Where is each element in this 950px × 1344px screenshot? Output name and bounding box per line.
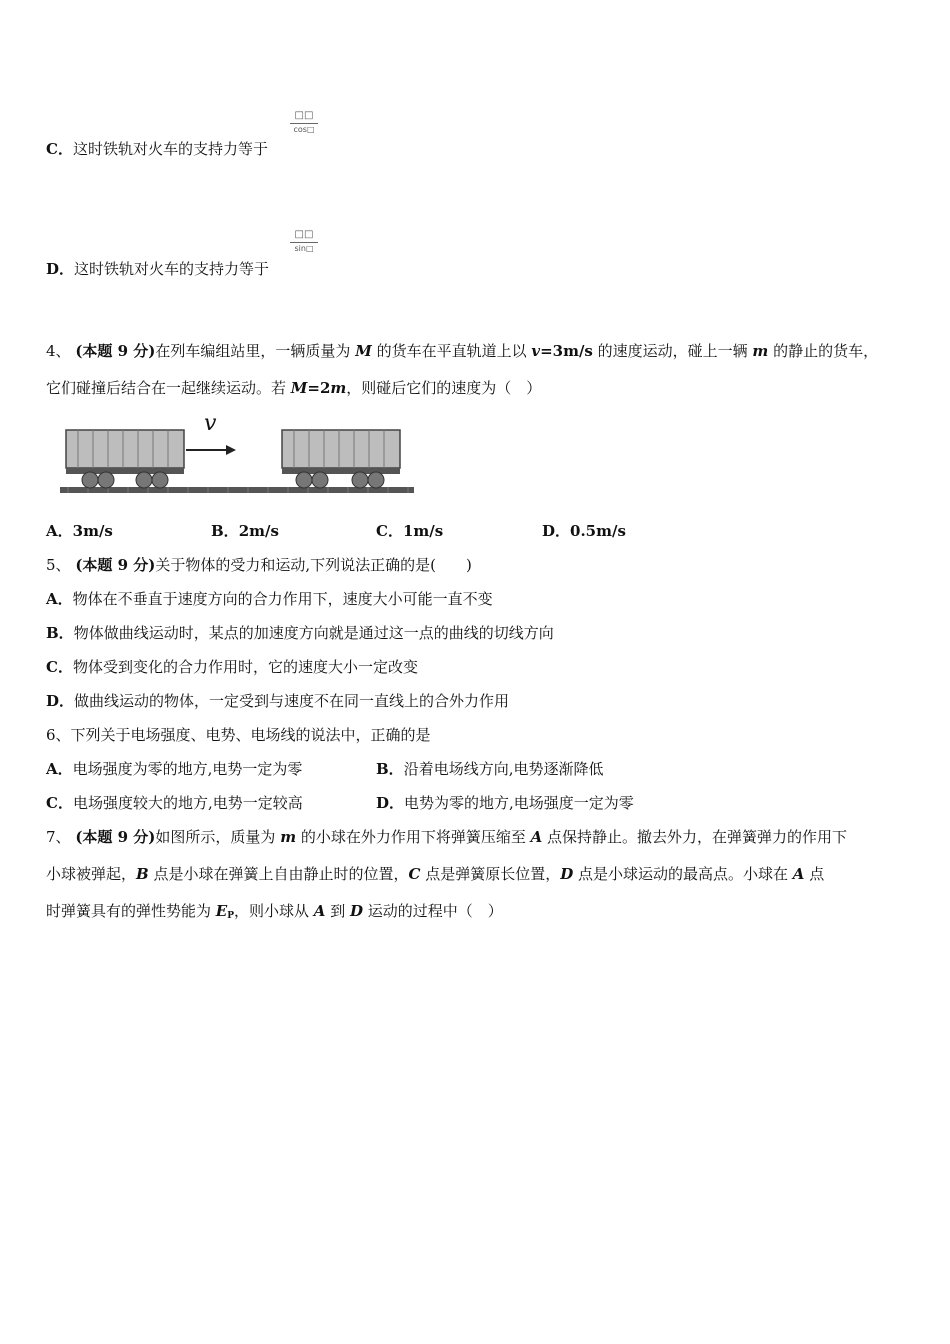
stem-text: 点是小球运动的最高点。小球在: [573, 865, 793, 883]
stem-text: 的速度运动，碰上一辆: [592, 342, 753, 360]
stem-text: 下列关于电场强度、电势、电场线的说法中，正确的是: [70, 726, 431, 744]
q6-option-d: [376, 793, 634, 813]
q3-option-c: [46, 139, 268, 159]
question-points: (本题 9 分): [75, 828, 156, 846]
stem-text: ，则碰后它们的速度为（ ）: [346, 379, 542, 397]
q7-stem-line2: [46, 864, 824, 884]
q6-option-c: [46, 793, 303, 813]
fraction-cos: [290, 110, 318, 135]
option-text: 这时铁轨对火车的支持力等于: [72, 140, 268, 158]
option-text: 沿着电场线方向,电势逐渐降低: [403, 760, 604, 778]
var-m: m: [330, 379, 347, 397]
stem-text: 运动的过程中（ ）: [362, 902, 503, 920]
stem-text: 的静止的货车，: [768, 342, 879, 360]
stem-text: 如图所示，质量为: [155, 828, 281, 846]
var-M: M: [355, 342, 372, 360]
option-text: 1m/s: [402, 522, 444, 540]
option-text: 物体受到变化的合力作用时，它的速度大小一定改变: [72, 658, 418, 676]
option-text: 2m/s: [238, 522, 279, 540]
option-letter: B．: [46, 624, 74, 642]
stem-value: =2: [307, 379, 331, 397]
var-A: A: [792, 865, 805, 883]
option-letter: D．: [46, 260, 75, 278]
q6-option-b: [376, 759, 603, 779]
option-letter: C．: [376, 522, 403, 540]
option-text: 0.5m/s: [570, 522, 626, 540]
stem-value: =3m/s: [540, 342, 593, 360]
option-letter: B．: [211, 522, 239, 540]
var-Ep-subscript: P: [227, 911, 234, 921]
question-number: 7、: [46, 828, 71, 846]
option-text: 电场强度较大的地方,电势一定较高: [72, 794, 303, 812]
option-letter: C．: [46, 794, 73, 812]
option-text: 物体在不垂直于速度方向的合力作用下，速度大小可能一直不变: [72, 590, 493, 608]
var-A: A: [530, 828, 543, 846]
var-m: m: [752, 342, 769, 360]
stem-text: 点是弹簧原长位置，: [420, 865, 561, 883]
q4-option-b: [211, 521, 279, 541]
q7-stem-line1: [46, 827, 847, 847]
option-letter: B．: [376, 760, 404, 778]
q4-option-c: [376, 521, 443, 541]
freight-cars-figure: [58, 410, 418, 502]
q6-stem: [46, 725, 431, 745]
stem-text: 的小球在外力作用下将弹簧压缩至: [296, 828, 531, 846]
q7-stem-line3: [46, 901, 503, 926]
q5-option-c: [46, 657, 418, 677]
var-B: B: [136, 865, 149, 883]
option-text: 电场强度为零的地方,电势一定为零: [72, 760, 303, 778]
question-number: 5、: [46, 556, 71, 574]
question-points: (本题 9 分): [75, 556, 156, 574]
option-letter: A．: [46, 760, 73, 778]
q5-option-d: [46, 691, 509, 711]
q6-option-a: [46, 759, 302, 779]
option-letter: D．: [376, 794, 405, 812]
stem-text: 点保持静止。撤去外力，在弹簧弹力的作用下: [542, 828, 848, 846]
q4-stem-line1: [46, 341, 878, 361]
var-v: v: [531, 342, 541, 360]
velocity-label: v: [204, 411, 217, 436]
stem-text: 它们碰撞后结合在一起继续运动。若: [46, 379, 291, 397]
option-letter: C．: [46, 140, 73, 158]
fraction-denominator: cos□: [293, 125, 315, 134]
q3-option-d: [46, 259, 269, 279]
freight-car-stationary: [282, 430, 400, 488]
var-A: A: [313, 902, 326, 920]
q5-option-a: [46, 589, 493, 609]
fraction-denominator: sin□: [294, 244, 314, 253]
question-points: (本题 9 分): [75, 342, 156, 360]
stem-text: 点是小球在弹簧上自由静止时的位置，: [148, 865, 409, 883]
q4-stem-line2: [46, 378, 541, 398]
option-text: 这时铁轨对火车的支持力等于: [74, 260, 270, 278]
var-C: C: [408, 865, 421, 883]
q4-option-a: [46, 521, 113, 541]
option-letter: A．: [46, 590, 73, 608]
stem-text: 的货车在平直轨道上以: [371, 342, 532, 360]
option-letter: D．: [46, 692, 75, 710]
fraction-numerator: □□: [294, 110, 314, 121]
option-text: 物体做曲线运动时，某点的加速度方向就是通过这一点的曲线的切线方向: [73, 624, 554, 642]
var-D: D: [349, 902, 363, 920]
fraction-numerator: □□: [294, 229, 314, 240]
q5-option-b: [46, 623, 554, 643]
fraction-bar: [290, 242, 318, 243]
var-Ep: E: [215, 902, 228, 920]
stem-text: ，则小球从: [234, 902, 314, 920]
option-letter: D．: [542, 522, 571, 540]
var-D: D: [560, 865, 574, 883]
stem-text: 到: [325, 902, 350, 920]
fraction-sin: [290, 229, 318, 254]
stem-text: 时弹簧具有的弹性势能为: [46, 902, 216, 920]
option-text: 电势为零的地方,电场强度一定为零: [404, 794, 634, 812]
question-number: 6、: [46, 726, 71, 744]
stem-text: 小球被弹起，: [46, 865, 137, 883]
option-letter: A．: [46, 522, 73, 540]
q4-option-d: [542, 521, 626, 541]
q5-stem: [46, 555, 472, 575]
option-letter: C．: [46, 658, 73, 676]
var-m: m: [280, 828, 297, 846]
stem-text: 关于物体的受力和运动,下列说法正确的是( ): [155, 556, 472, 574]
question-number: 4、: [46, 342, 71, 360]
stem-text: 在列车编组站里，一辆质量为: [155, 342, 356, 360]
var-M: M: [290, 379, 308, 397]
option-text: 3m/s: [72, 522, 113, 540]
stem-text: 点: [804, 865, 825, 883]
option-text: 做曲线运动的物体，一定受到与速度不在同一直线上的合外力作用: [74, 692, 510, 710]
freight-car-moving: [66, 430, 184, 488]
arrow-head-icon: [226, 445, 236, 455]
fraction-bar: [290, 123, 318, 124]
